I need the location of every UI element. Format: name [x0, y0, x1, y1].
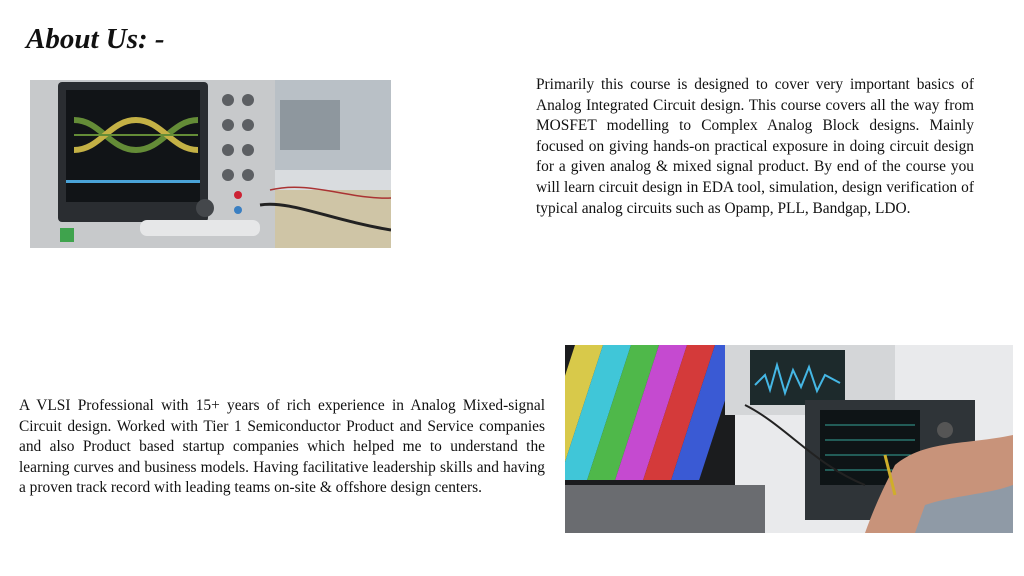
oscilloscope-photo [30, 80, 391, 248]
instructor-description: A VLSI Professional with 15+ years of rich experience in Analog Mixed-signal Circuit design. Worked with Tier 1 Semiconductor Product and Service companies and also Product based startup companies which helped me to understand the learning curves and business models. Having facilitative leadership skills and having a proven track record with leading teams on-site & offshore design centers. [19, 397, 545, 497]
test-bench-photo [565, 345, 1013, 533]
page-title: About Us: - [26, 23, 165, 55]
course-description: Primarily this course is designed to cover very important basics of Analog Integrated Circuit design. This course covers all the way from MOSFET modelling to Complex Analog Block designs. Mainly focused on giving hands-on practical exposure in doing circuit design for a given analog & mixed signal product. By end of the course you will learn circuit design in EDA tool, simulation, design verification of typical analog circuits such as Opamp, PLL, Bandgap, LDO. [536, 76, 974, 217]
